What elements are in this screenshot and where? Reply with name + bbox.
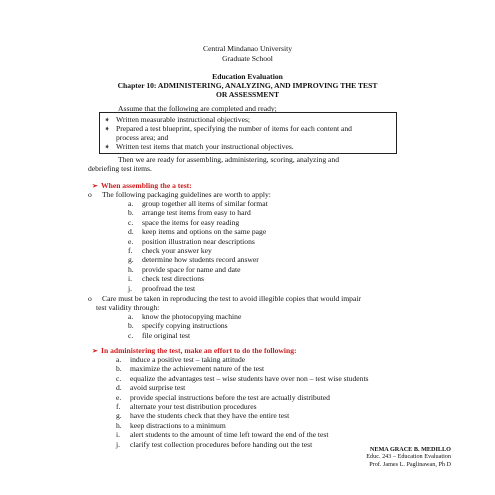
list-item: c. equalize the advantages test – wise students have over non – test wise students: [116, 373, 369, 383]
assembling-intro: o The following packaging guidelines are worth to apply:: [88, 190, 271, 199]
university-name: Central Mindanao University: [203, 44, 292, 53]
reproducing-line2: test validity through:: [96, 303, 160, 312]
arrow-bullet-icon: ➧: [104, 115, 111, 124]
arrowhead-bullet-icon: ➢: [92, 347, 98, 355]
arrow-bullet-icon: ➧: [104, 142, 111, 151]
list-item: f. check your answer key: [128, 245, 212, 255]
prerequisite-item: ➧ Written test items that match your instructional objectives.: [104, 142, 294, 151]
prerequisite-item: ➧ Written measurable instructional objectives;: [104, 115, 251, 124]
list-item: b. specify copying instructions: [128, 321, 228, 331]
chapter-title-line1: Chapter 10: ADMINISTERING, ANALYZING, AND IMPROVING THE TEST: [117, 81, 378, 90]
list-item: c. space the items for easy reading: [128, 217, 240, 227]
reproducing-list: [128, 312, 241, 340]
list-item: b. maximize the achievement nature of the test: [116, 364, 265, 374]
assume-intro: Assume that the following are completed and ready;: [118, 104, 277, 113]
list-item: g. have the students check that they have the entire test: [116, 411, 290, 421]
list-item: c. file original test: [128, 330, 191, 340]
list-item: e. position illustration near descriptions: [128, 236, 255, 246]
arrowhead-bullet-icon: ➢: [92, 182, 98, 190]
author-name: NEMA GRACE B. MEDILLO: [369, 446, 451, 453]
list-item: i. alert students to the amount of time left toward the end of the test: [116, 430, 329, 440]
list-item: j. clarify test collection procedures before handing out the test: [116, 439, 313, 449]
circle-bullet-icon: o: [88, 294, 92, 303]
course-title: Education Evaluation: [212, 72, 283, 81]
chapter-title-line2: OR ASSESSMENT: [215, 90, 280, 99]
list-item: h. provide space for name and date: [128, 264, 241, 274]
administering-list: [116, 355, 369, 449]
course-code: Educ. 243 – Education Evaluation: [366, 453, 451, 461]
list-item: a. group together all items of similar format: [128, 199, 268, 208]
list-item: j. proofread the test: [128, 283, 196, 293]
list-item: a. know the photocopying machine: [128, 312, 242, 321]
list-item: a. induce a positive test – taking attitude: [116, 355, 246, 364]
list-item: i. check test directions: [128, 274, 204, 284]
list-item: f. alternate your test distribution procedures: [116, 401, 257, 411]
list-item: h. keep distractions to a minimum: [116, 420, 226, 430]
list-item: g. determine how students record answer: [128, 255, 259, 265]
prerequisite-item: ➧ Prepared a test blueprint, specifying the number of items for each content and: [104, 124, 352, 133]
assembling-heading: ➢ When assembling the a test:: [92, 181, 192, 190]
administering-heading: ➢ In administering the test, make an effort to do the following:: [92, 346, 297, 355]
prerequisites-box: [99, 112, 397, 154]
reproducing-line1: o Care must be taken in reproducing the test to avoid illegible copies that would impair: [88, 294, 361, 303]
arrow-bullet-icon: ➧: [104, 124, 111, 133]
prerequisite-item-continued: process area; and: [116, 133, 169, 142]
ready-text-line2: debriefing test items.: [88, 164, 152, 173]
list-item: d. avoid surprise test: [116, 383, 186, 393]
assembling-list: [128, 199, 268, 293]
list-item: e. provide special instructions before the test are actually distributed: [116, 392, 330, 402]
professor-name: Prof. James L. Paglinawan, Ph D: [369, 460, 451, 468]
list-item: b. arrange test items from easy to hard: [128, 208, 251, 218]
signature-block: [366, 446, 451, 468]
list-item: d. keep items and options on the same page: [128, 227, 267, 237]
circle-bullet-icon: o: [88, 190, 92, 199]
school-name: Graduate School: [222, 54, 273, 63]
ready-text-line1: Then we are ready for assembling, administering, scoring, analyzing and: [118, 155, 339, 164]
